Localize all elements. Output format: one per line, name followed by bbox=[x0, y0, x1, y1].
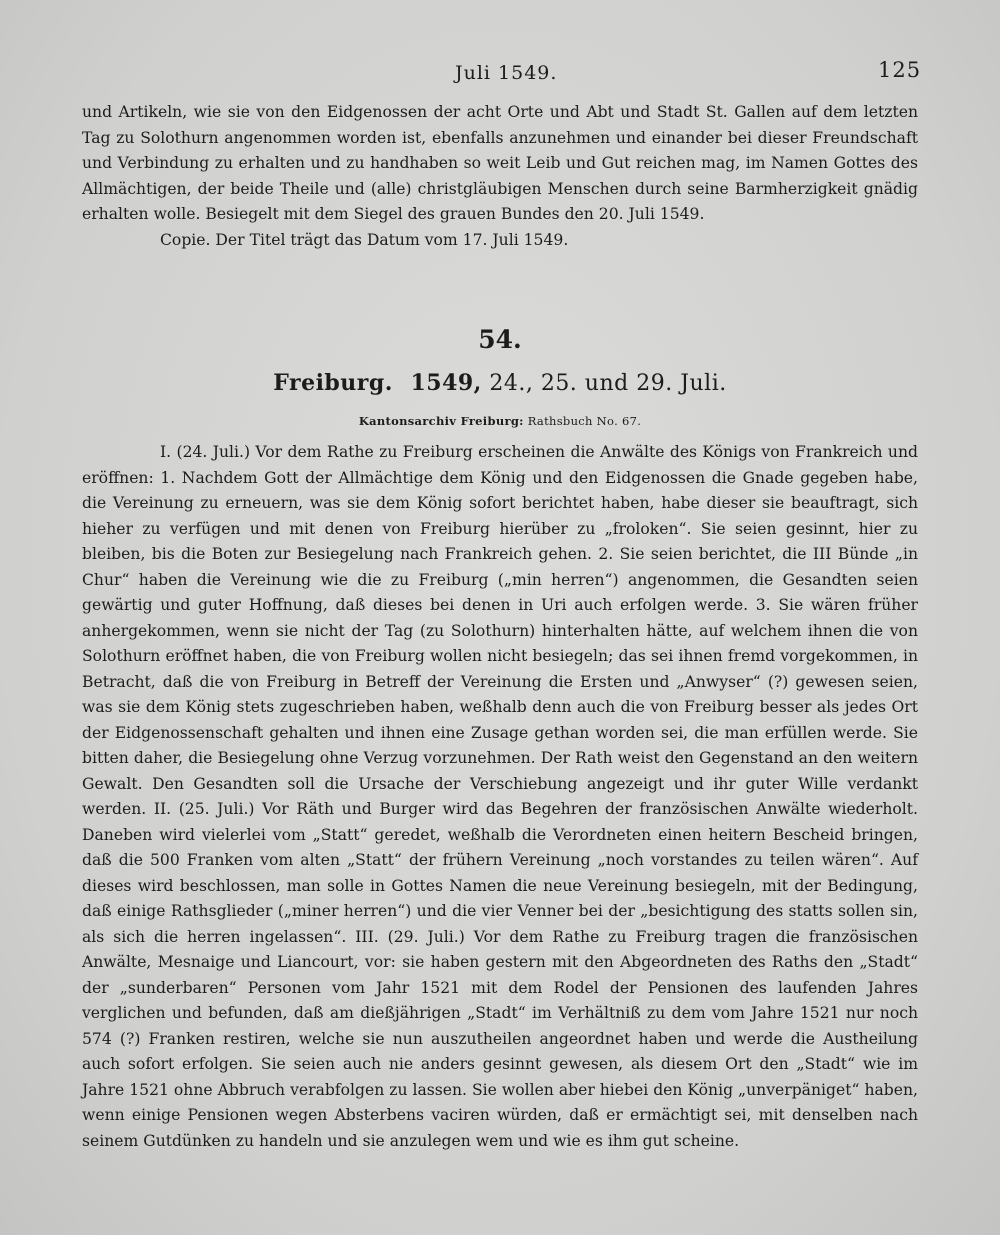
document-body bbox=[82, 440, 918, 1154]
running-head: Juli 1549. bbox=[455, 62, 558, 84]
document-number: 54. bbox=[478, 325, 522, 354]
carryover-paragraph: und Artikeln, wie sie von den Eidgenossen der acht Orte und Abt und Stadt St. Gallen auf dem letzten Tag zu Solothurn angenommen worden ist, ebenfalls anzunehmen und einander bei dieser Freundschaft und Verbindung zu erhalten und zu handhaben so weit Leib und Gut reichen mag, im Namen Gottes des Allmächtigen, der beide Theile und (alle) christgläubigen Menschen durch seine Barmherzigkeit gnädig erhalten wolle. Besiegelt mit dem Siegel des grauen Bundes den 20. Juli 1549. bbox=[82, 103, 918, 223]
source-reference: Rathsbuch No. 67. bbox=[527, 414, 642, 428]
page-number: 125 bbox=[878, 58, 922, 82]
source-archive: Kantonsarchiv Freiburg: bbox=[358, 414, 524, 428]
document-title bbox=[0, 370, 1000, 396]
title-dates: 24., 25. und 29. Juli. bbox=[489, 371, 727, 396]
copy-note: Copie. Der Titel trägt das Datum vom 17. Juli 1549. bbox=[160, 230, 569, 249]
title-place: Freiburg. bbox=[273, 370, 393, 396]
body-paragraph: I. (24. Juli.) Vor dem Rathe zu Freiburg erscheinen die Anwälte des Königs von Frankreich und eröffnen: 1. Nachdem Gott der Allmächtige dem König und den Eidgenossen die Gnade gegeben habe, die Vereinung zu erneuern, was sie dem König sofort berichtet haben, habe dieser sie beauftragt, sich hieher zu verfügen und mit denen von Freiburg hierüber zu „froloken“. Sie seien gesinnt, hier zu bleiben, bis die Boten zur Besiegelung nach Frankreich gehen. 2. Sie seien berichtet, die III Bünde „in Chur“ haben die Vereinung wie die zu Freiburg („min herren“) angenommen, die Gesandten seien gewärtig und guter Hoffnung, daß dieses bei denen in Uri auch erfolgen werde. 3. Sie wären früher anhergekommen, wenn sie nicht der Tag (zu Solothurn) hinterhalten hätte, auf welchem ihnen die von Solothurn eröffnet haben, die von Freiburg wollen nicht besiegeln; das sei ihnen fremd vorgekommen, in Betracht, daß die von Freiburg in Betreff der Vereinung die Ersten und „Anwyser“ (?) gewesen seien, was sie dem König stets zugeschrieben haben, weßhalb denn auch die von Freiburg besser als jedes Ort der Eidgenossenschaft gehalten und ihnen eine Zusage gethan worden sei, die man erfüllen werde. Sie bitten daher, die Besiegelung ohne Verzug vorzunehmen. Der Rath weist den Gegenstand an den weitern Gewalt. Den Gesandten soll die Ursache der Verschiebung angezeigt und ihr guter Wille verdankt werden. II. (25. Juli.) Vor Räth und Burger wird das Begehren der französischen Anwälte wiederholt. Daneben wird vielerlei vom „Statt“ geredet, weßhalb die Verordneten einen heitern Bescheid bringen, daß die 500 Franken vom alten „Statt“ der frühern Vereinung „noch vorstandes zu teilen wären“. Auf dieses wird beschlossen, man solle in Gottes Namen die neue Vereinung besiegeln, mit der Bedingung, daß einige Rathsglieder („miner herren“) und die vier Venner bei der „besichtigung des statts sollen sin, als sich die herren ingelassen“. III. (29. Juli.) Vor dem Rathe zu Freiburg tragen die französischen Anwälte, Mesnaige und Liancourt, vor: sie haben gestern mit den Abgeordneten des Raths den „Stadt“ der „sunderbaren“ Personen vom Jahr 1521 mit dem Rodel der Pensionen des laufenden Jahres verglichen und befunden, daß am dießjährigen „Stadt“ im Verhältniß zu dem vom Jahre 1521 nur noch 574 (?) Franken restiren, welche sie nun auszutheilen angeordnet haben und werde die Austheilung auch sofort erfolgen. Sie seien auch nie anders gesinnt gewesen, als diesem Ort den „Stadt“ wie im Jahre 1521 ohne Abbruch verabfolgen zu lassen. Sie wollen aber hiebei den König „unverpäniget“ haben, wenn einige Pensionen wegen Absterbens vaciren würden, daß er ermächtigt sei, mit denselben nach seinem Gutdünken zu handeln und sie anzulegen wem und wie es ihm gut scheine. bbox=[82, 443, 918, 1150]
source-citation bbox=[0, 414, 1000, 428]
carryover-section bbox=[82, 100, 918, 253]
title-year: 1549, bbox=[410, 370, 482, 396]
